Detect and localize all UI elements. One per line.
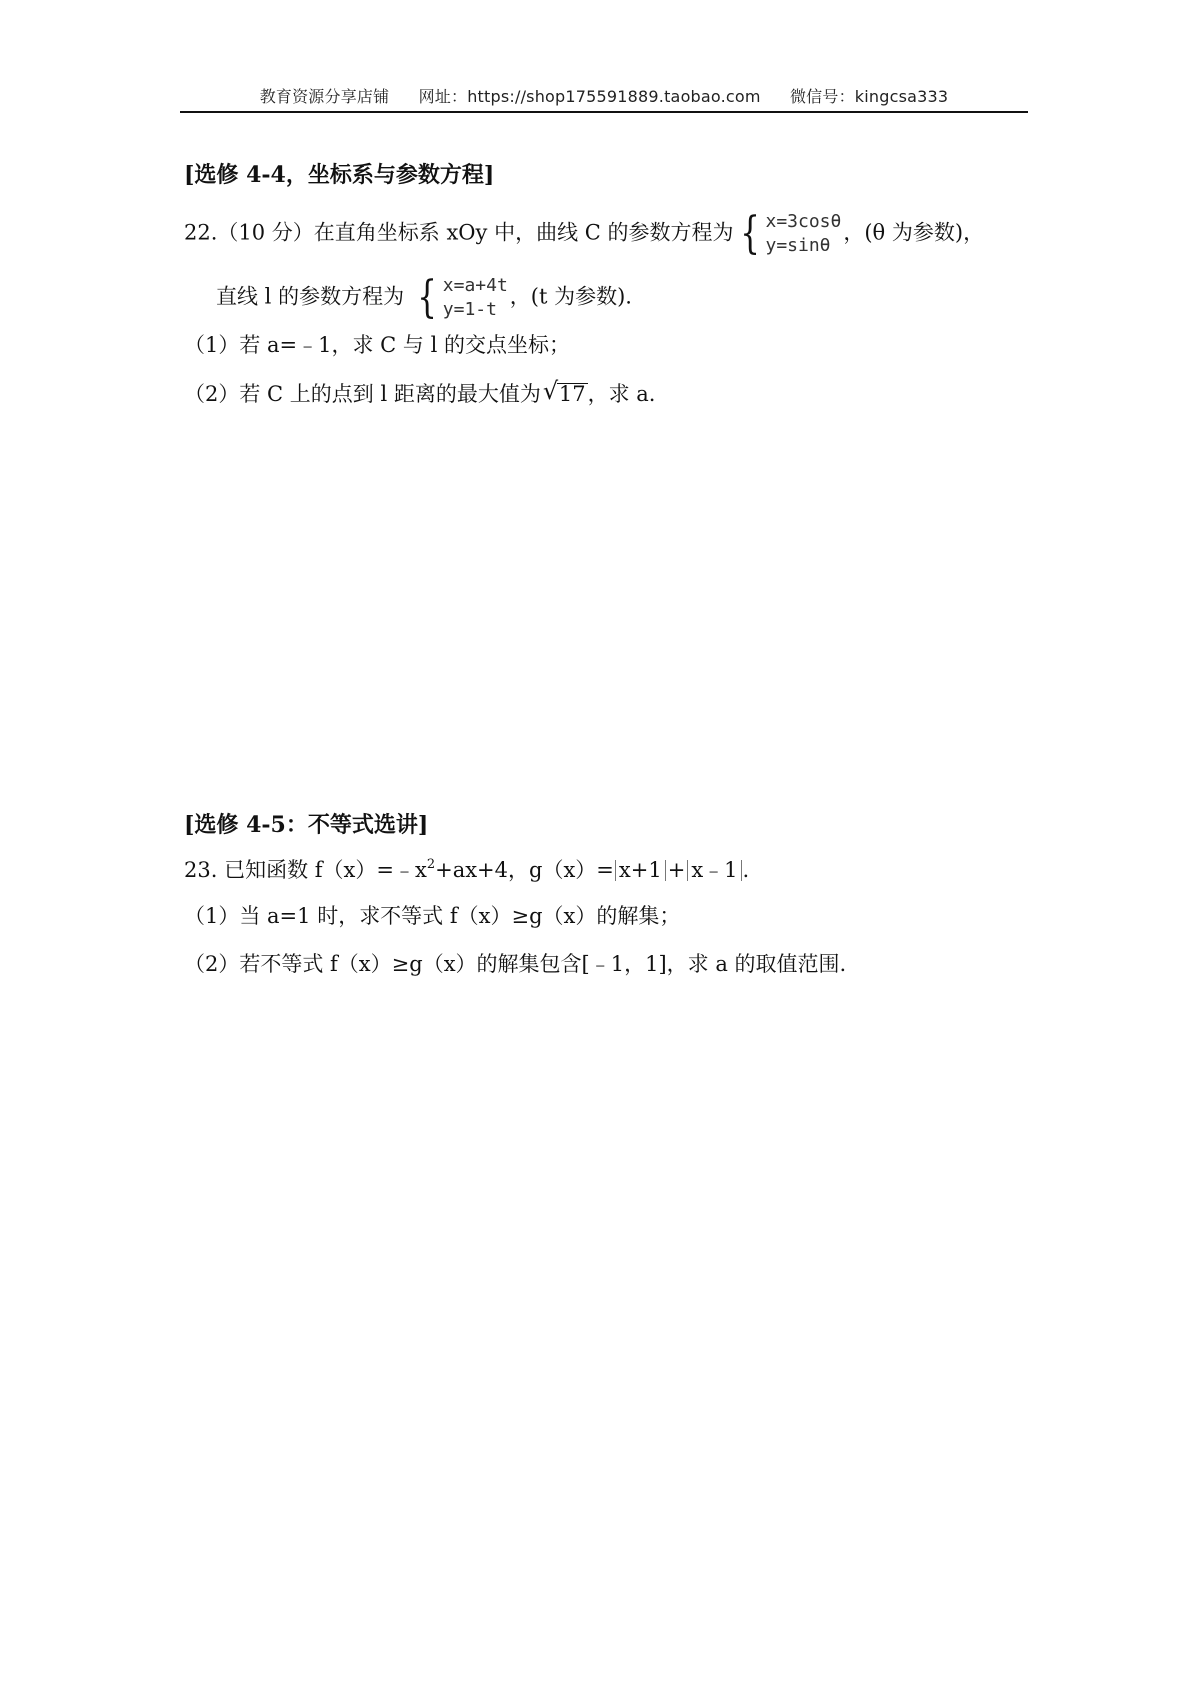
q22-part2: [184, 377, 656, 406]
line-param-system: [413, 274, 508, 322]
q22-line-stem: [216, 274, 632, 322]
q23-stem: [184, 858, 749, 881]
sqrt-expression: [542, 377, 588, 406]
q23-intro-mid: +ax+4，g（x）=: [435, 858, 614, 882]
line-eq-x: x=a+4t: [442, 275, 508, 296]
curve-param-system: [736, 210, 842, 258]
line-eq-y: y=1-t: [442, 299, 497, 320]
q23-intro-pre: 23. 已知函数 f（x）=﹣x: [184, 858, 427, 882]
q22-line-intro: 直线 l 的参数方程为: [216, 284, 405, 309]
section-title-4-5: [选修 4-5：不等式选讲]: [184, 812, 429, 838]
left-brace-icon: {: [416, 272, 437, 323]
header-shop: 教育资源分享店铺: [259, 87, 390, 106]
q22-line-tail: ，(t 为参数).: [509, 284, 632, 309]
q23-intro-end: .: [742, 858, 750, 882]
q23-part1: （1）当 a=1 时，求不等式 f（x）≥g（x）的解集；: [184, 904, 681, 928]
radical-icon: √: [542, 377, 559, 405]
q22-stem: [184, 210, 984, 258]
header-wechat: 微信号：kingcsa333: [789, 87, 949, 106]
sqrt-radicand: 17: [558, 382, 586, 406]
abs-value-2: x﹣1: [687, 860, 741, 881]
section-title-4-4: [选修 4-4，坐标系与参数方程]: [184, 162, 495, 188]
q22-part2-post: ，求 a.: [587, 382, 656, 406]
q22-part1: （1）若 a=﹣1，求 C 与 l 的交点坐标；: [184, 333, 570, 357]
header-divider: [180, 111, 1028, 113]
q22-part2-pre: （2）若 C 上的点到 l 距离的最大值为: [184, 382, 541, 406]
abs-value-1: x+1: [615, 860, 666, 881]
q22-intro: 22.（10 分）在直角坐标系 xOy 中，曲线 C 的参数方程为: [184, 220, 734, 245]
page-header: [180, 84, 1028, 107]
q23-exponent: 2: [426, 857, 436, 872]
curve-eq-x: x=3cosθ: [765, 211, 842, 232]
header-site: 网址：https://shop175591889.taobao.com: [418, 87, 761, 106]
curve-eq-y: y=sinθ: [765, 235, 831, 256]
abs-plus: +: [667, 858, 686, 882]
q23-part2: （2）若不等式 f（x）≥g（x）的解集包含[﹣1，1]，求 a 的取值范围.: [184, 952, 847, 976]
q22-curve-tail: ，(θ 为参数)，: [843, 220, 985, 245]
left-brace-icon: {: [739, 208, 760, 259]
